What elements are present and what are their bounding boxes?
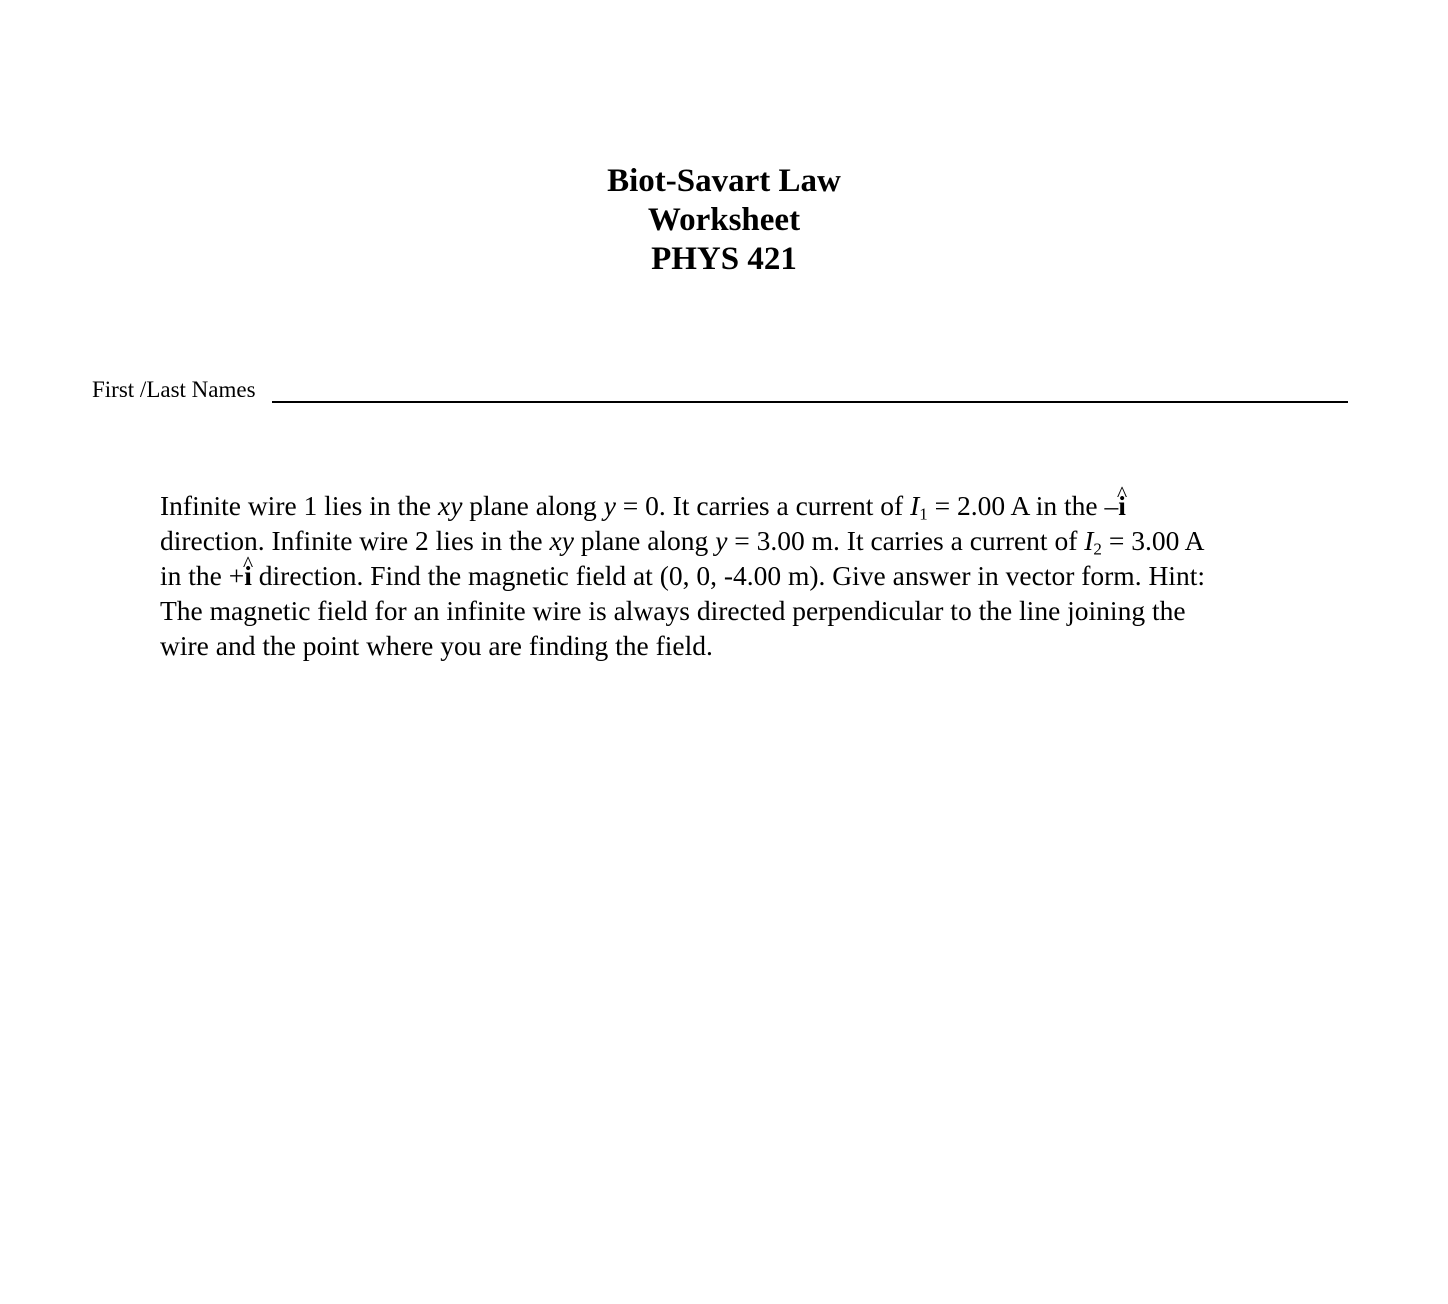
problem-statement bbox=[160, 488, 1290, 663]
current-subscript-2: 2 bbox=[1093, 539, 1102, 559]
unit-vector-i-hat: ^ i bbox=[244, 558, 252, 593]
problem-text: = 0. It carries a current of bbox=[615, 490, 911, 521]
worksheet-title: Biot-Savart Law bbox=[607, 163, 841, 199]
problem-line-4: The magnetic field for an infinite wire is always directed perpendicular to the line joining the bbox=[160, 595, 1186, 626]
name-entry-line[interactable] bbox=[272, 401, 1348, 403]
problem-line-1 bbox=[160, 488, 1290, 523]
y-variable: y bbox=[603, 490, 616, 521]
worksheet-header bbox=[0, 162, 1448, 279]
problem-text: plane along bbox=[573, 525, 716, 556]
problem-line-3 bbox=[160, 558, 1290, 593]
problem-text: direction. Find the magnetic field at (0, 0, -4.00 m). Give answer in vector form. Hint: bbox=[251, 560, 1205, 591]
worksheet-subtitle: Worksheet bbox=[647, 202, 801, 238]
problem-line-5: wire and the point where you are finding the field. bbox=[160, 630, 713, 661]
problem-text: = 3.00 m. It carries a current of bbox=[727, 525, 1085, 556]
current-subscript-1: 1 bbox=[919, 504, 928, 524]
current-symbol: I bbox=[910, 490, 920, 521]
course-code: PHYS 421 bbox=[651, 241, 797, 277]
xy-variable: xy bbox=[549, 525, 574, 556]
name-field-label: First /Last Names bbox=[92, 377, 256, 402]
problem-line-2 bbox=[160, 523, 1290, 558]
problem-text: = 3.00 A bbox=[1101, 525, 1205, 556]
problem-text: plane along bbox=[462, 490, 604, 521]
xy-variable: xy bbox=[437, 490, 463, 521]
current-symbol: I bbox=[1084, 525, 1094, 556]
problem-text: = 2.00 A in the – bbox=[927, 490, 1119, 521]
y-variable: y bbox=[715, 525, 728, 556]
problem-text: Infinite wire 1 lies in the bbox=[160, 490, 438, 521]
problem-text: in the + bbox=[160, 560, 245, 591]
unit-vector-i-hat: ^ i bbox=[1118, 488, 1126, 523]
problem-text: direction. Infinite wire 2 lies in the bbox=[160, 525, 550, 556]
name-field-row bbox=[92, 376, 1348, 406]
